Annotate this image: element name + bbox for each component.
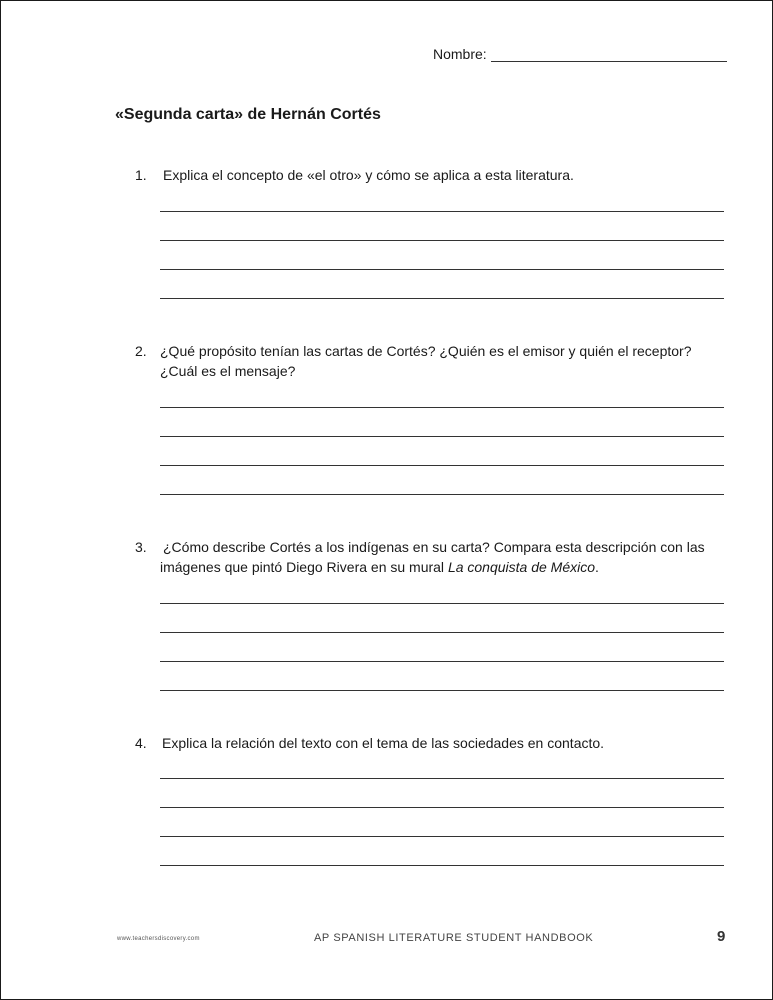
worksheet-title: «Segunda carta» de Hernán Cortés — [115, 106, 381, 123]
answer-line[interactable] — [160, 778, 724, 779]
answer-line[interactable] — [160, 632, 724, 633]
question-number: 1. — [135, 167, 147, 183]
name-label: Nombre: — [433, 46, 487, 62]
question-3 — [135, 537, 725, 577]
footer-url: www.teachersdiscovery.com — [117, 936, 200, 942]
name-input-line[interactable] — [491, 45, 727, 62]
answer-line[interactable] — [160, 211, 724, 212]
page-number: 9 — [717, 928, 726, 945]
answer-line[interactable] — [160, 465, 724, 466]
answer-line[interactable] — [160, 407, 724, 408]
question-text-line2-prefix: imágenes que pintó Diego Rivera en su mural — [160, 559, 448, 575]
answer-line[interactable] — [160, 807, 724, 808]
answer-line[interactable] — [160, 494, 724, 495]
question-text: Explica la relación del texto con el tema de las sociedades en contacto. — [162, 735, 605, 751]
answer-line[interactable] — [160, 661, 724, 662]
answer-line[interactable] — [160, 436, 724, 437]
question-text: Explica el concepto de «el otro» y cómo se aplica a esta literatura. — [163, 167, 574, 183]
question-number: 2. — [135, 343, 147, 359]
answer-line[interactable] — [160, 269, 724, 270]
answer-line[interactable] — [160, 298, 724, 299]
question-text-line2: ¿Cuál es el mensaje? — [160, 363, 296, 379]
answer-line[interactable] — [160, 865, 724, 866]
name-field-row — [433, 45, 727, 62]
answer-line[interactable] — [160, 240, 724, 241]
answer-line[interactable] — [160, 690, 724, 691]
question-number: 3. — [135, 539, 147, 555]
question-text-line2-suffix: . — [595, 559, 599, 575]
question-2 — [135, 341, 725, 381]
question-number: 4. — [135, 735, 147, 751]
answer-line[interactable] — [160, 836, 724, 837]
mural-title: La conquista de México — [447, 559, 596, 575]
question-4 — [135, 733, 725, 753]
question-text-line1: ¿Qué propósito tenían las cartas de Cortés? ¿Quién es el emisor y quién el receptor? — [160, 343, 692, 359]
footer-handbook-title: AP SPANISH LITERATURE STUDENT HANDBOOK — [314, 932, 594, 944]
question-1 — [135, 165, 725, 185]
answer-line[interactable] — [160, 603, 724, 604]
question-text-line1: ¿Cómo describe Cortés a los indígenas en su carta? Compara esta descripción con las — [163, 539, 705, 555]
